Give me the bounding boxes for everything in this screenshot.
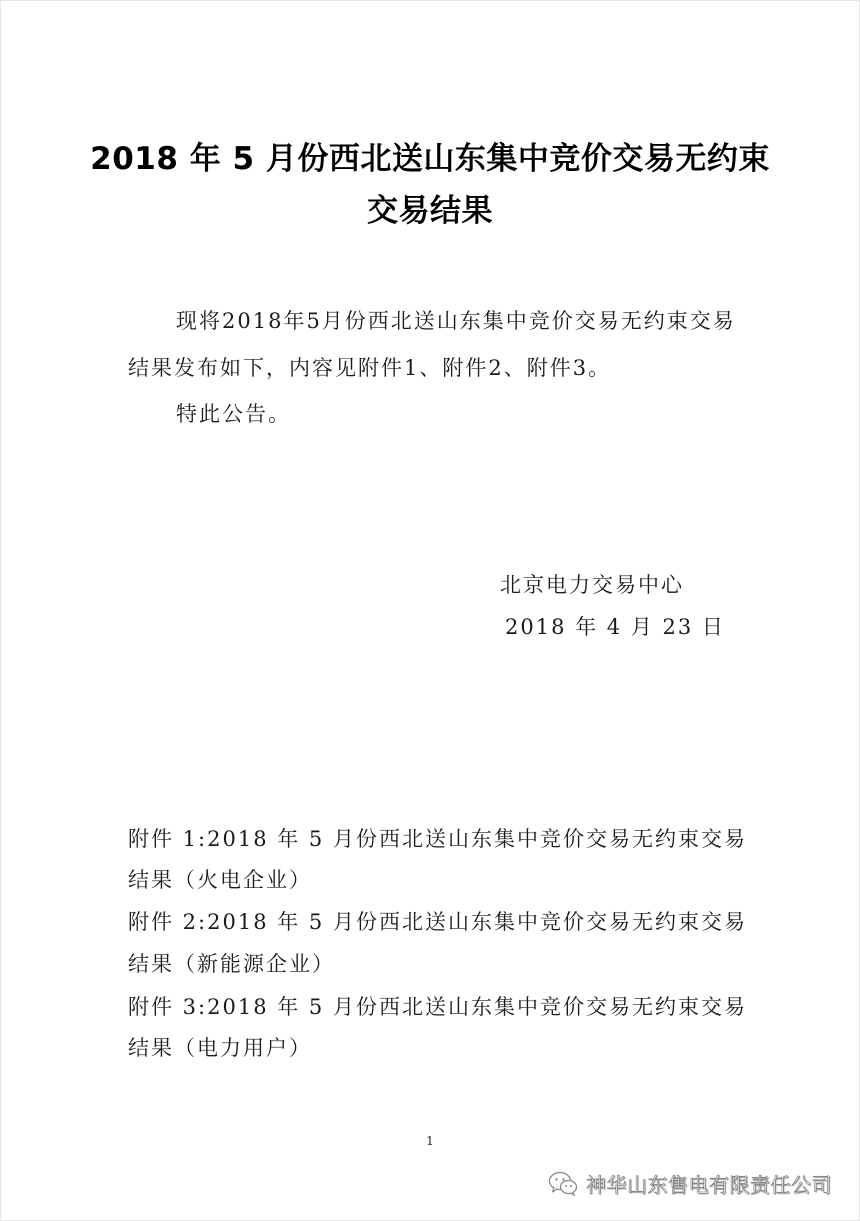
document-title-line-1: 2018 年 5 月份西北送山东集中竞价交易无约束 xyxy=(90,141,770,177)
announcement-paragraph-line-2: 结果发布如下，内容见附件1、附件2、附件3。 xyxy=(128,356,612,380)
watermark-text: 神华山东售电有限责任公司 xyxy=(586,1173,832,1197)
watermark xyxy=(548,1169,832,1198)
announcement-paragraph-line-1: 现将2018年5月份西北送山东集中竞价交易无约束交易 xyxy=(176,309,736,333)
attachment-3-line-2: 结果（电力用户） xyxy=(128,1036,312,1060)
attachment-1-line-2: 结果（火电企业） xyxy=(128,868,312,892)
attachment-1-line-1: 附件 1:2018 年 5 月份西北送山东集中竞价交易无约束交易 xyxy=(128,827,747,851)
signature-organization: 北京电力交易中心 xyxy=(500,573,684,597)
attachment-2-line-2: 结果（新能源企业） xyxy=(128,952,335,976)
document-title-line-2: 交易结果 xyxy=(367,193,493,229)
signature-date: 2018 年 4 月 23 日 xyxy=(505,615,725,639)
attachment-3-line-1: 附件 3:2018 年 5 月份西北送山东集中竞价交易无约束交易 xyxy=(128,995,747,1019)
wechat-icon xyxy=(548,1171,578,1197)
announcement-closing: 特此公告。 xyxy=(176,402,291,426)
page-number: 1 xyxy=(426,1134,434,1148)
attachment-2-line-1: 附件 2:2018 年 5 月份西北送山东集中竞价交易无约束交易 xyxy=(128,910,747,934)
